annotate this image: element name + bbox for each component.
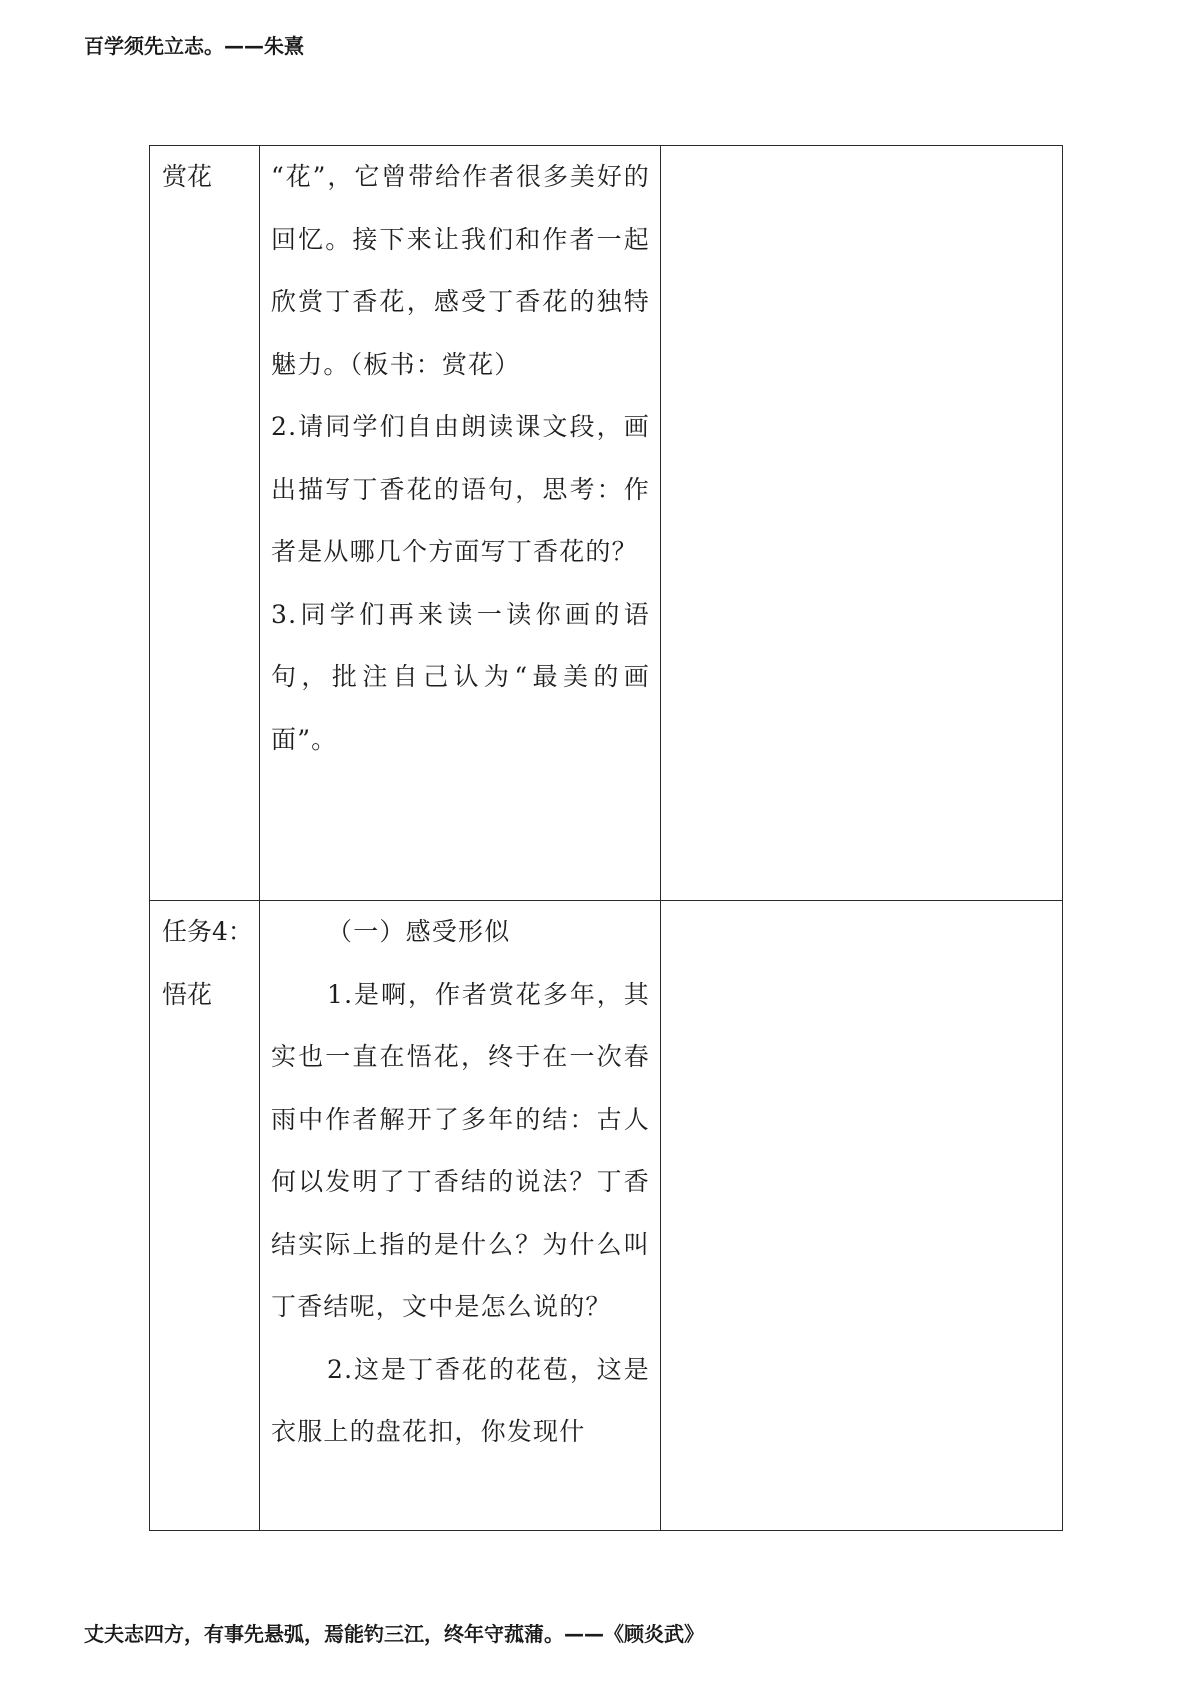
lesson-plan-table: [149, 145, 1063, 1531]
content-cell: [260, 146, 661, 901]
content-paragraph: 2.请同学们自由朗读课文段，画出描写丁香花的语句，思考：作者是从哪几个方面写丁香花的？: [271, 412, 650, 566]
table-row: [150, 901, 1063, 1531]
table-row: [150, 146, 1063, 901]
content-paragraph: 3.同学们再来读一读你画的语句，批注自己认为“最美的画面”。: [271, 599, 650, 754]
task-label: 赏花: [162, 162, 213, 191]
notes-cell: [661, 901, 1063, 1531]
content-paragraph: （一）感受形似: [327, 917, 511, 946]
task-label: 任务4：: [162, 917, 253, 946]
content-cell: [260, 901, 661, 1531]
notes-cell: [661, 146, 1063, 901]
content-paragraph: 1.是啊，作者赏花多年，其实也一直在悟花，终于在一次春雨中作者解开了多年的结：古人何以发明了丁香结的说法？丁香结实际上指的是什么？为什么叫丁香结呢，文中是怎么说的？: [271, 979, 650, 1321]
content-paragraph: “花”，它曾带给作者很多美好的回忆。接下来让我们和作者一起欣赏丁香花，感受丁香花的独特魅力。（板书：赏花）: [271, 162, 650, 379]
content-paragraph: 2.这是丁香花的花苞，这是衣服上的盘花扣，你发现什: [271, 1354, 650, 1446]
task-label: 悟花: [162, 979, 213, 1009]
footer-quote: 丈夫志四方，有事先悬弧，焉能钓三江，终年守菰蒲。——《顾炎武》: [84, 1622, 704, 1646]
task-cell: [150, 901, 260, 1531]
task-cell: [150, 146, 260, 901]
header-quote: 百学须先立志。——朱熹: [84, 34, 304, 58]
